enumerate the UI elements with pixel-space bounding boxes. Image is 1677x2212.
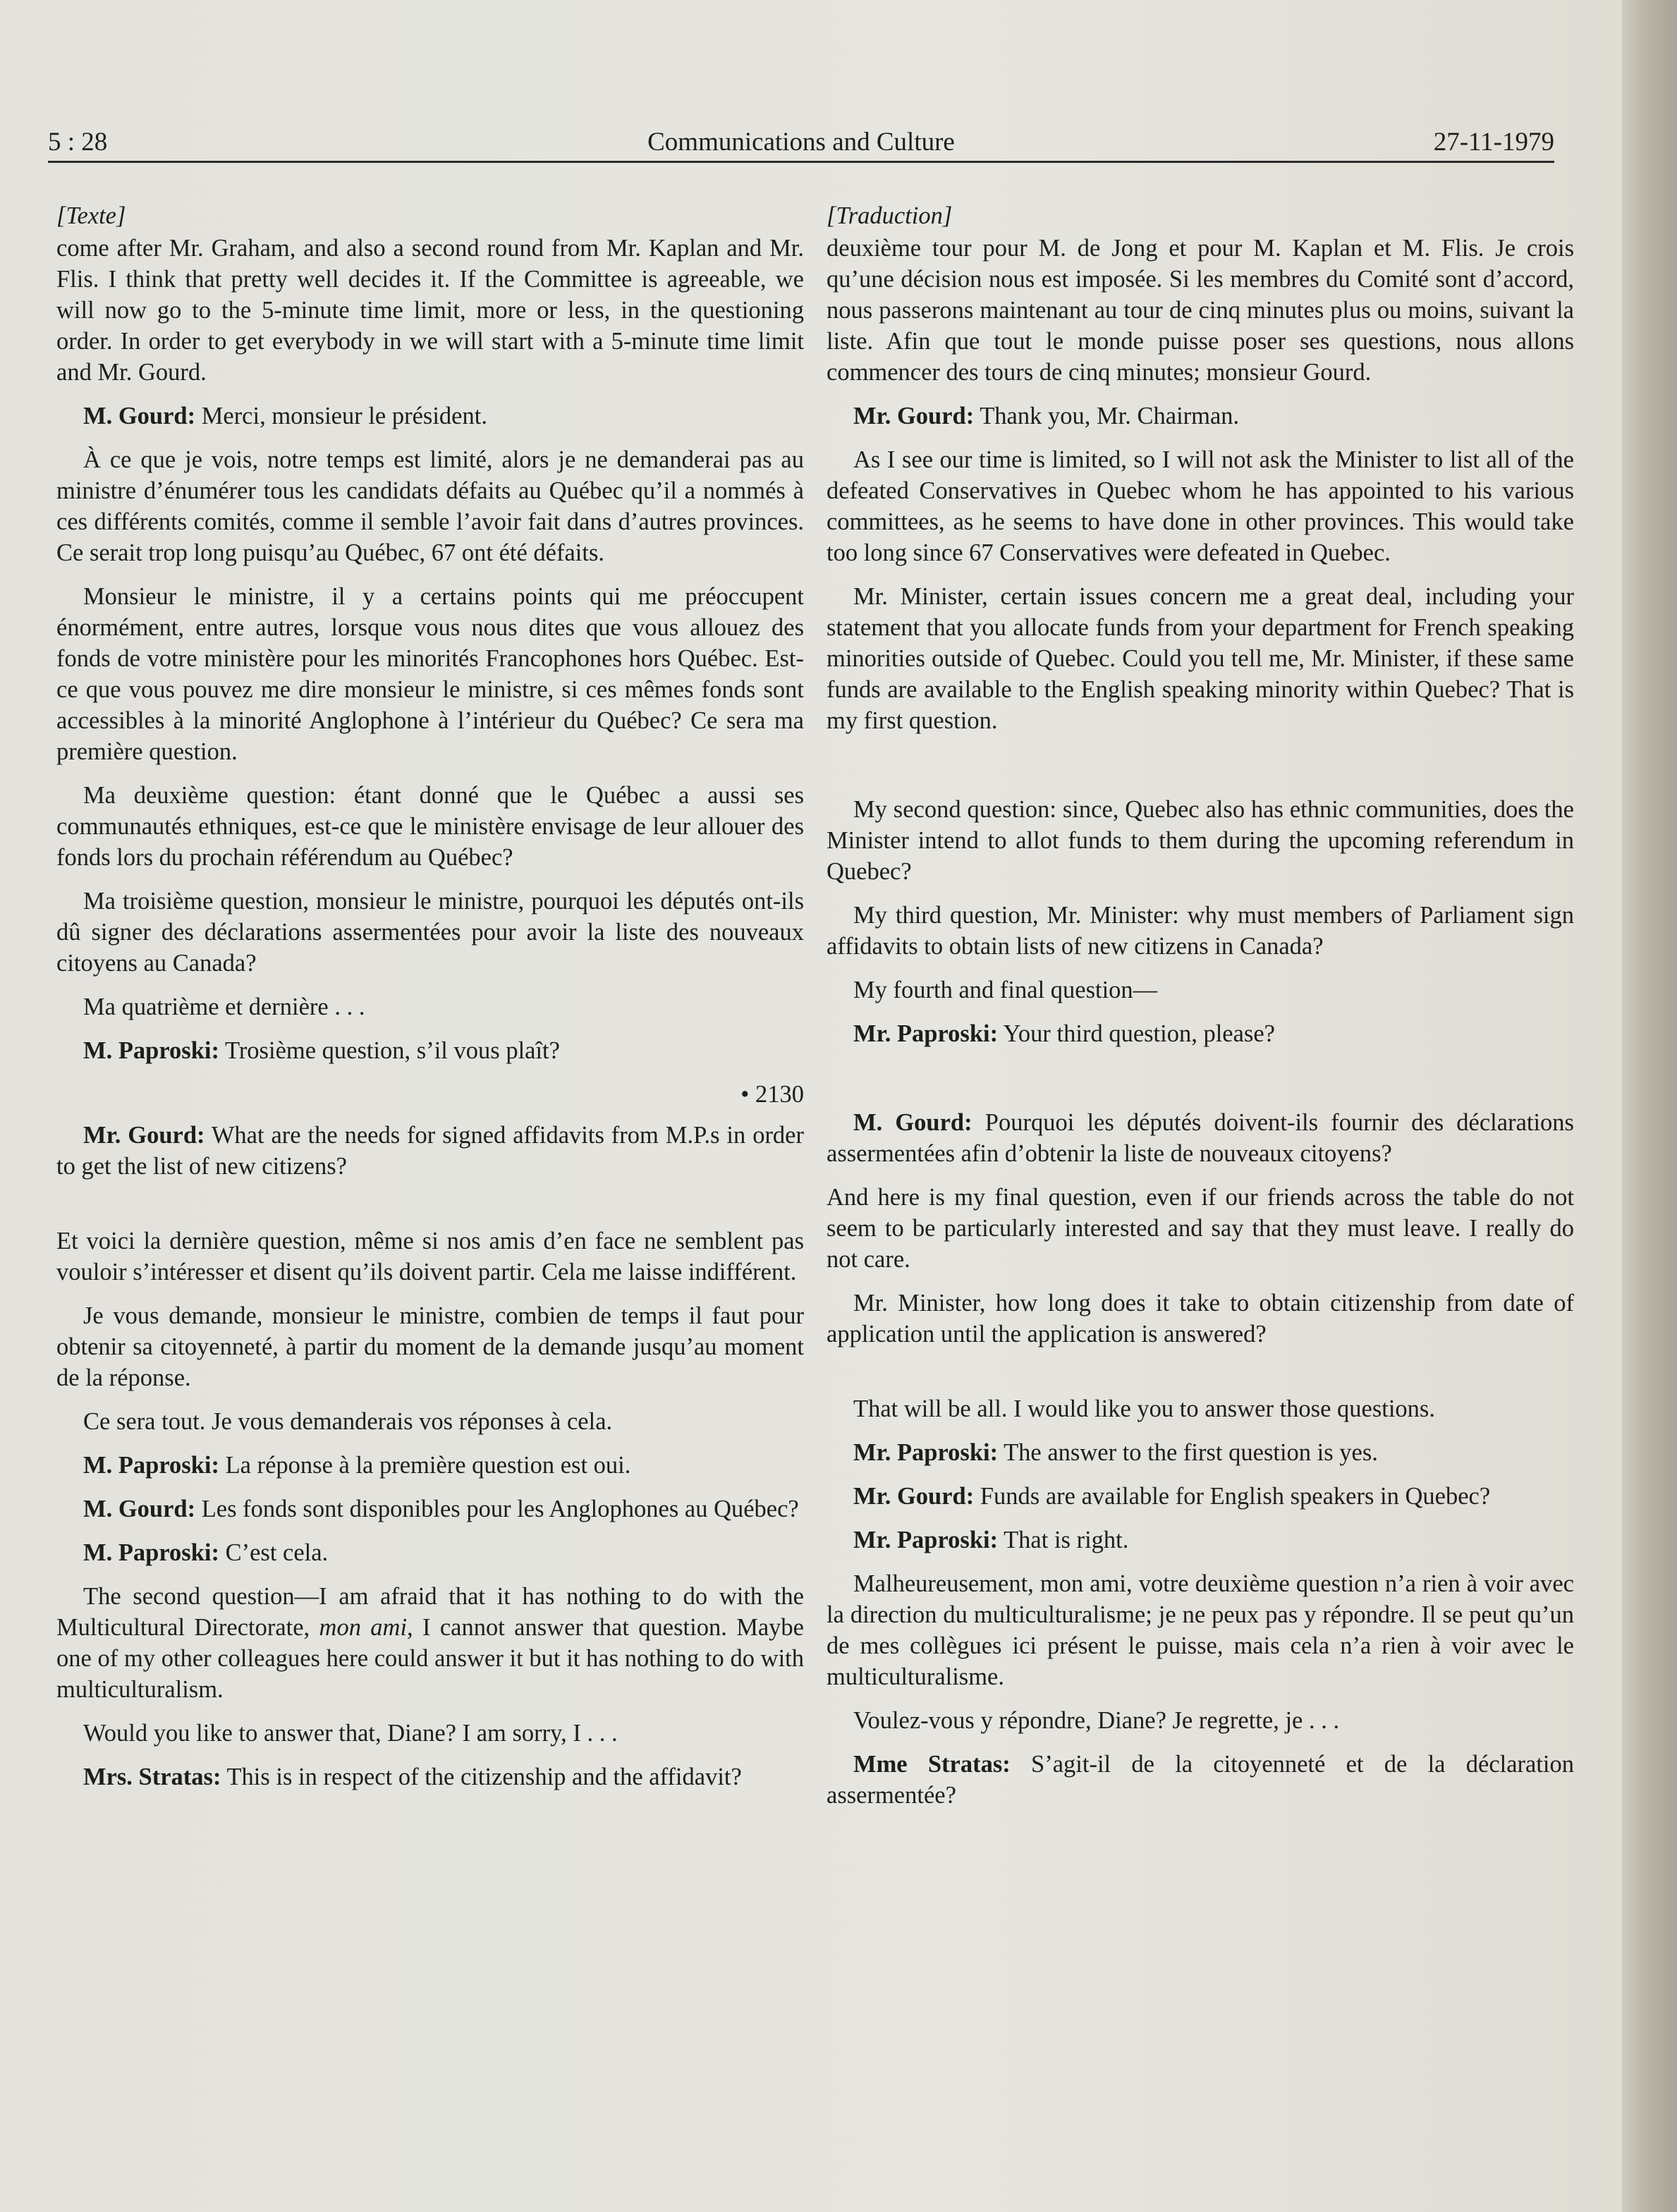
paragraph xyxy=(56,1581,804,1705)
paragraph xyxy=(827,1749,1574,1811)
language-tag: [Traduction] xyxy=(827,202,953,229)
paragraph: come after Mr. Graham, and also a second round from Mr. Kaplan and Mr. Flis. I think that pretty well decides it. If the Committee is agreeable, we will now go to the 5-minute time limit, more or less, in the questioning order. In order to get everybody in we will start with a 5-minute time limit and Mr. Gourd. xyxy=(56,235,804,386)
paragraph: Ma quatrième et dernière . . . xyxy=(83,994,365,1020)
time-marker: • 2130 xyxy=(740,1081,804,1108)
paragraph xyxy=(827,401,1574,432)
speech-text: S’agit-il de la citoyenneté et de la déclaration assermentée? xyxy=(827,1751,1575,1809)
paragraph xyxy=(56,1761,804,1792)
spacer xyxy=(827,1362,1574,1393)
paragraph xyxy=(56,1493,804,1524)
paragraph: Mr. Minister, certain issues concern me a great deal, including your statement that you allocate funds from your department for French speaking minorities outside of Quebec. Could you tell me, Mr. Minister, if these same funds are available to the English speaking minority within Quebec? That is my first question. xyxy=(827,583,1574,734)
paragraph xyxy=(56,1120,804,1182)
paragraph: Ce sera tout. Je vous demanderais vos réponses à cela. xyxy=(83,1408,613,1435)
paragraph xyxy=(56,1537,804,1568)
paragraph: And here is my final question, even if our friends across the table do not seem to be particularly interested and say that they must leave. I really do not care. xyxy=(827,1184,1574,1273)
speech-text: Your third question, please? xyxy=(998,1020,1275,1047)
paragraph: Je vous demande, monsieur le ministre, combien de temps il faut pour obtenir sa citoyenneté, à partir du moment de la demande jusqu’au moment de la réponse. xyxy=(56,1302,804,1391)
emphasis-text: mon ami xyxy=(319,1614,408,1641)
spacer xyxy=(827,749,1574,794)
paragraph: That will be all. I would like you to answer those questions. xyxy=(853,1395,1435,1422)
speaker-name: Mr. Paproski: xyxy=(853,1439,999,1466)
spacer xyxy=(827,1062,1574,1107)
paragraph: Et voici la dernière question, même si nos amis d’en face ne semblent pas vouloir s’intéresser et disent qu’ils doivent partir. Cela me laisse indifférent. xyxy=(56,1228,804,1285)
paragraph xyxy=(56,1450,804,1481)
paragraph xyxy=(56,1035,804,1066)
paragraph xyxy=(827,1107,1574,1169)
paragraph: Ma deuxième question: étant donné que le Québec a aussi ses communautés ethniques, est-ce que le ministère envisage de leur allouer des fonds lors du prochain référendum au Québec? xyxy=(56,782,804,871)
speech-text: Les fonds sont disponibles pour les Anglophones au Québec? xyxy=(195,1496,799,1522)
header-rule xyxy=(48,161,1554,163)
speaker-name: M. Gourd: xyxy=(853,1109,972,1136)
speaker-name: Mr. Gourd: xyxy=(853,403,975,429)
speech-text: What are the needs for signed affidavits from M.P.s in order to get the list of new citizens? xyxy=(56,1122,804,1180)
paragraph: My fourth and final question— xyxy=(853,977,1158,1003)
paragraph: deuxième tour pour M. de Jong et pour M. Kaplan et M. Flis. Je crois qu’une décision nous est imposée. Si les membres du Comité sont d’accord, nous passerons maintenant au tour de cinq minutes plus ou moins, suivant la liste. Afin que tout le monde puisse poser ses questions, nous allons commencer des tours de cinq minutes; monsieur Gourd. xyxy=(827,235,1574,386)
speaker-name: Mr. Paproski: xyxy=(853,1527,999,1553)
paragraph xyxy=(827,1481,1574,1512)
speech-text: This is in respect of the citizenship and the affidavit? xyxy=(221,1764,742,1790)
running-header xyxy=(48,123,1554,162)
speaker-name: Mr. Gourd: xyxy=(83,1122,205,1149)
paragraph: Ma troisième question, monsieur le ministre, pourquoi les députés ont-ils dû signer des déclarations assermentées pour avoir la liste des nouveaux citoyens au Canada? xyxy=(56,888,804,977)
language-tag: [Texte] xyxy=(56,202,126,229)
header-date: 27-11-1979 xyxy=(1433,128,1554,157)
speech-text: , I cannot answer that question. Maybe one of my other colleagues here could answer it but it has nothing to do with multiculturalism. xyxy=(56,1614,804,1703)
paragraph: Voulez-vous y répondre, Diane? Je regrette, je . . . xyxy=(853,1707,1340,1734)
paragraph xyxy=(827,1018,1574,1049)
paragraph: Monsieur le ministre, il y a certains points qui me préoccupent énormément, entre autres, lorsque vous nous dites que vous allouez des fonds de votre ministère pour les minorités Francophones hors Québec. Est-ce que vous pouvez me dire monsieur le ministre, si ces mêmes fonds sont accessibles à la minorité Anglophone à l’intérieur du Québec? Ce sera ma première question. xyxy=(56,583,804,765)
speaker-name: Mr. Gourd: xyxy=(853,1483,975,1510)
speech-text: Pourquoi les députés doivent-ils fournir des déclarations assermentées afin d’obtenir la liste de nouveaux citoyens? xyxy=(827,1109,1574,1167)
speech-text: The second question—I am afraid that it has nothing to do with the Multicultural Directorate, xyxy=(56,1583,804,1641)
right-column xyxy=(827,200,1574,1823)
paragraph: My third question, Mr. Minister: why must members of Parliament sign affidavits to obtain lists of new citizens in Canada? xyxy=(827,902,1574,960)
speaker-name: M. Gourd: xyxy=(83,403,196,429)
speaker-name: Mrs. Stratas: xyxy=(83,1764,221,1790)
paragraph: Mr. Minister, how long does it take to obtain citizenship from date of application until the application is answered? xyxy=(827,1290,1574,1348)
speech-text: La réponse à la première question est oui. xyxy=(219,1452,631,1479)
paragraph xyxy=(827,1524,1574,1556)
page-edge xyxy=(1622,0,1677,2212)
header-title: Communications and Culture xyxy=(647,128,955,157)
speaker-name: M. Paproski: xyxy=(83,1539,219,1566)
left-column xyxy=(56,200,804,1805)
speech-text: Funds are available for English speakers in Quebec? xyxy=(974,1483,1491,1510)
speaker-name: Mme Stratas: xyxy=(853,1751,1011,1778)
paragraph: À ce que je vois, notre temps est limité, alors je ne demanderai pas au ministre d’énumérer tous les candidats défaits au Québec qu’il a nommés à ces différents comités, comme il semble l’avoir fait dans d’autres provinces. Ce serait trop long puisqu’au Québec, 67 ont été défaits. xyxy=(56,446,804,566)
page-number: 5 : 28 xyxy=(48,128,108,157)
speech-text: That is right. xyxy=(998,1527,1129,1553)
speaker-name: M. Gourd: xyxy=(83,1496,196,1522)
paragraph: Malheureusement, mon ami, votre deuxième question n’a rien à voir avec la direction du multiculturalisme; je ne peux pas y répondre. Il se peut qu’un de mes collègues ici présent le puisse, mais cela n’a rien à voir avec le multiculturalisme. xyxy=(827,1570,1574,1690)
speech-text: The answer to the first question is yes. xyxy=(998,1439,1378,1466)
speech-text: C’est cela. xyxy=(219,1539,329,1566)
speaker-name: Mr. Paproski: xyxy=(853,1020,999,1047)
speaker-name: M. Paproski: xyxy=(83,1452,219,1479)
speech-text: Merci, monsieur le président. xyxy=(195,403,487,429)
paragraph xyxy=(56,401,804,432)
paragraph xyxy=(827,1437,1574,1468)
speech-text: Trosième question, s’il vous plaît? xyxy=(219,1037,560,1064)
speaker-name: M. Paproski: xyxy=(83,1037,219,1064)
paragraph: Would you like to answer that, Diane? I am sorry, I . . . xyxy=(83,1720,618,1747)
paragraph: My second question: since, Quebec also has ethnic communities, does the Minister intend to allot funds to them during the upcoming referendum in Quebec? xyxy=(827,796,1574,885)
spacer xyxy=(56,1194,804,1226)
paragraph: As I see our time is limited, so I will not ask the Minister to list all of the defeated Conservatives in Quebec whom he has appointed to his various committees, as he seems to have done in other provinces. This would take too long since 67 Conservatives were defeated in Quebec. xyxy=(827,446,1574,566)
speech-text: Thank you, Mr. Chairman. xyxy=(974,403,1240,429)
